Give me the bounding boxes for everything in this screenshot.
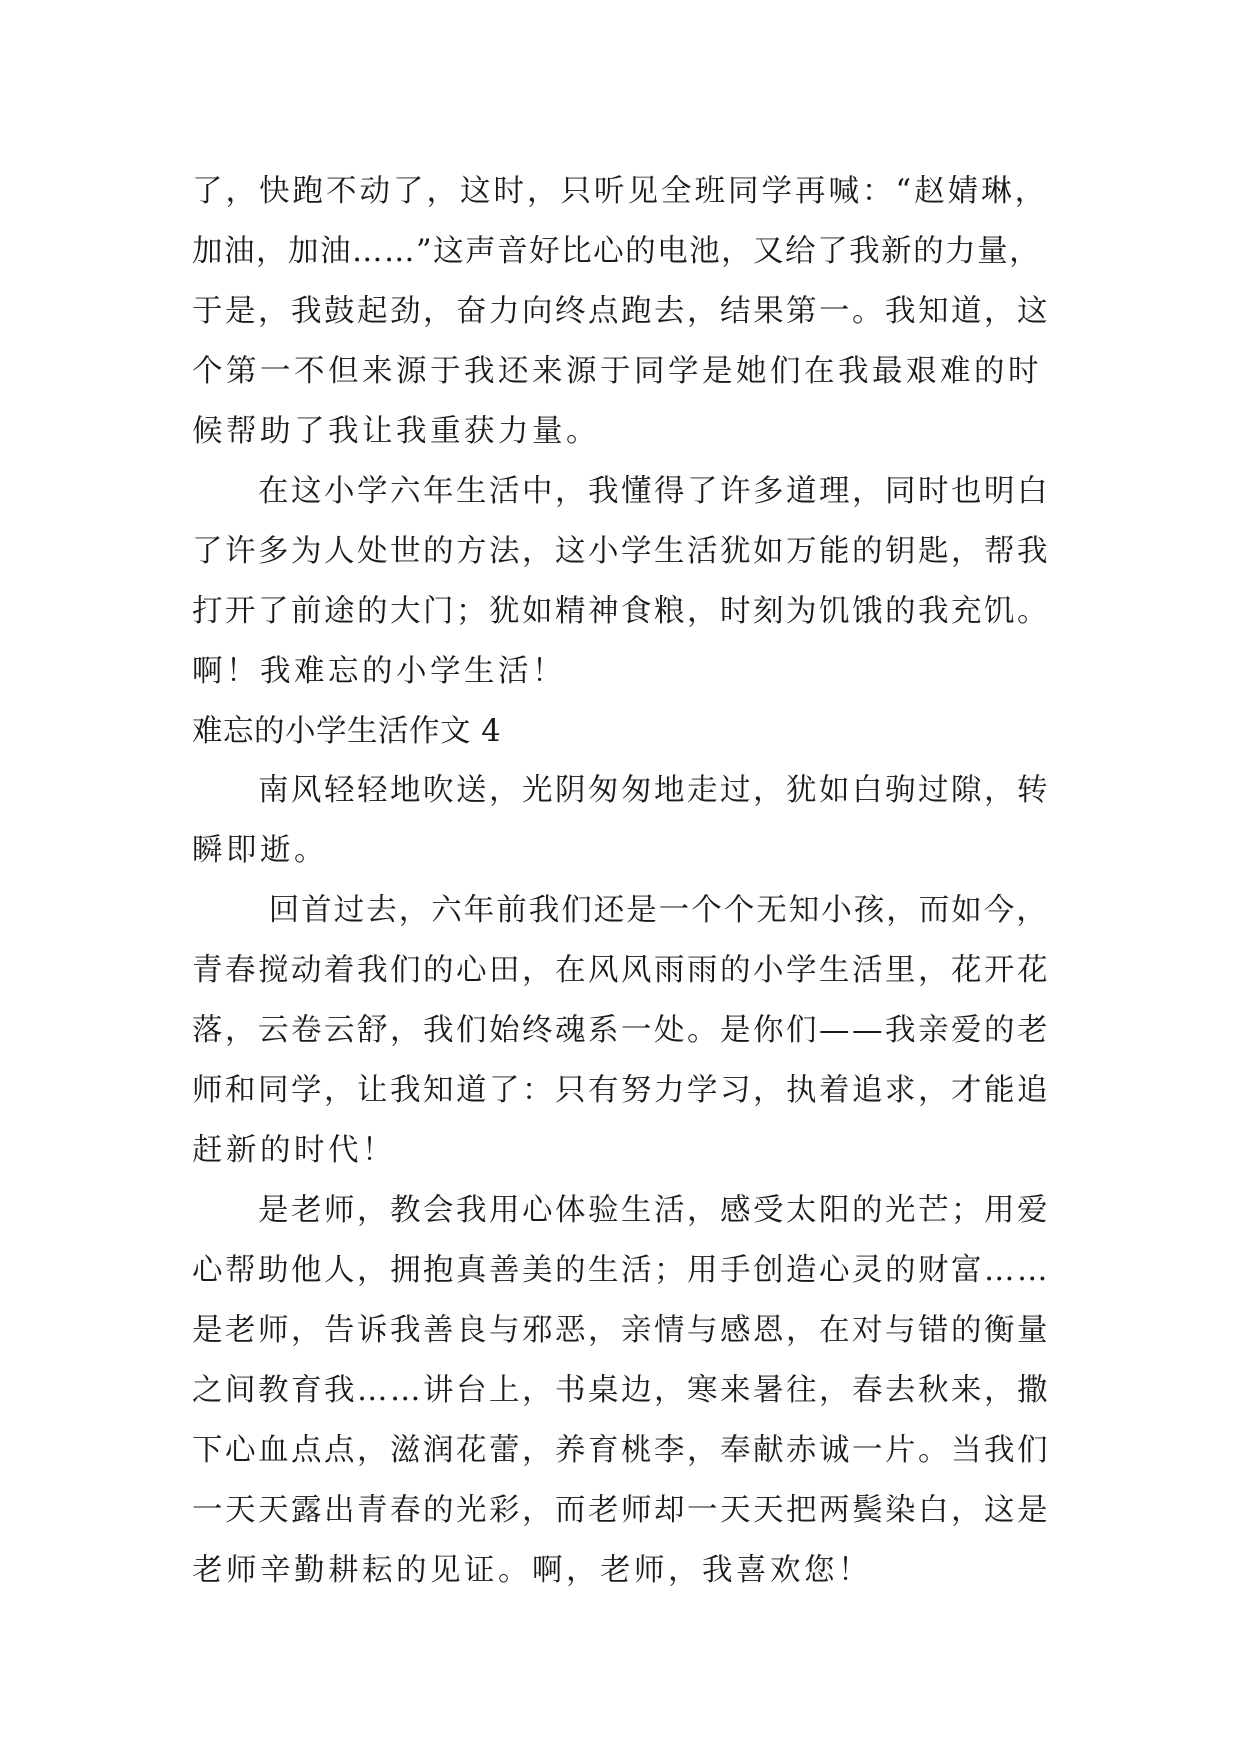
- text-line: 之间教育我……讲台上，书桌边，寒来暑往，春去秋来，撒: [192, 1373, 1050, 1408]
- section-heading: 难忘的小学生活作文 4: [192, 714, 502, 749]
- paragraph-start-line: 回首过去，六年前我们还是一个个无知小孩，而如今，: [192, 893, 1049, 928]
- text-line: 了许多为人处世的方法，这小学生活犹如万能的钥匙，帮我: [192, 534, 1050, 569]
- text-line: 心帮助他人，拥抱真善美的生活；用手创造心灵的财富……: [192, 1253, 1050, 1288]
- paragraph-start-line: 是老师，教会我用心体验生活，感受太阳的光芒；用爱: [192, 1193, 1050, 1228]
- text-line: 啊！我难忘的小学生活！: [192, 654, 566, 689]
- text-line: 老师辛勤耕耘的见证。啊，老师，我喜欢您！: [192, 1553, 872, 1588]
- text-line: 是老师，告诉我善良与邪恶，亲情与感恩，在对与错的衡量: [192, 1313, 1050, 1348]
- paragraph-start-line: 南风轻轻地吹送，光阴匆匆地走过，犹如白驹过隙，转: [192, 773, 1050, 808]
- paragraph-start-line: 在这小学六年生活中，我懂得了许多道理，同时也明白: [192, 474, 1050, 509]
- text-line: 下心血点点，滋润花蕾，养育桃李，奉献赤诚一片。当我们: [192, 1433, 1050, 1468]
- text-line: 个第一不但来源于我还来源于同学是她们在我最艰难的时: [192, 354, 1042, 389]
- text-line: 加油，加油……”这声音好比心的电池，又给了我新的力量，: [192, 234, 1042, 269]
- text-line: 打开了前途的大门；犹如精神食粮，时刻为饥饿的我充饥。: [192, 594, 1050, 629]
- document-body: [192, 162, 1052, 1601]
- text-line: 了，快跑不动了，这时，只听见全班同学再喊：“赵婧琳，: [192, 174, 1049, 209]
- text-line: 落，云卷云舒，我们始终魂系一处。是你们——我亲爱的老: [192, 1013, 1050, 1048]
- text-line: 候帮助了我让我重获力量。: [192, 414, 600, 449]
- text-line: 瞬即逝。: [192, 833, 328, 868]
- text-line: 师和同学，让我知道了：只有努力学习，执着追求，才能追: [192, 1073, 1050, 1108]
- text-line: 一天天露出青春的光彩，而老师却一天天把两鬓染白，这是: [192, 1493, 1050, 1528]
- text-line: 赶新的时代！: [192, 1133, 396, 1168]
- text-line: 青春搅动着我们的心田，在风风雨雨的小学生活里，花开花: [192, 953, 1050, 988]
- text-line: 于是，我鼓起劲，奋力向终点跑去，结果第一。我知道，这: [192, 294, 1050, 329]
